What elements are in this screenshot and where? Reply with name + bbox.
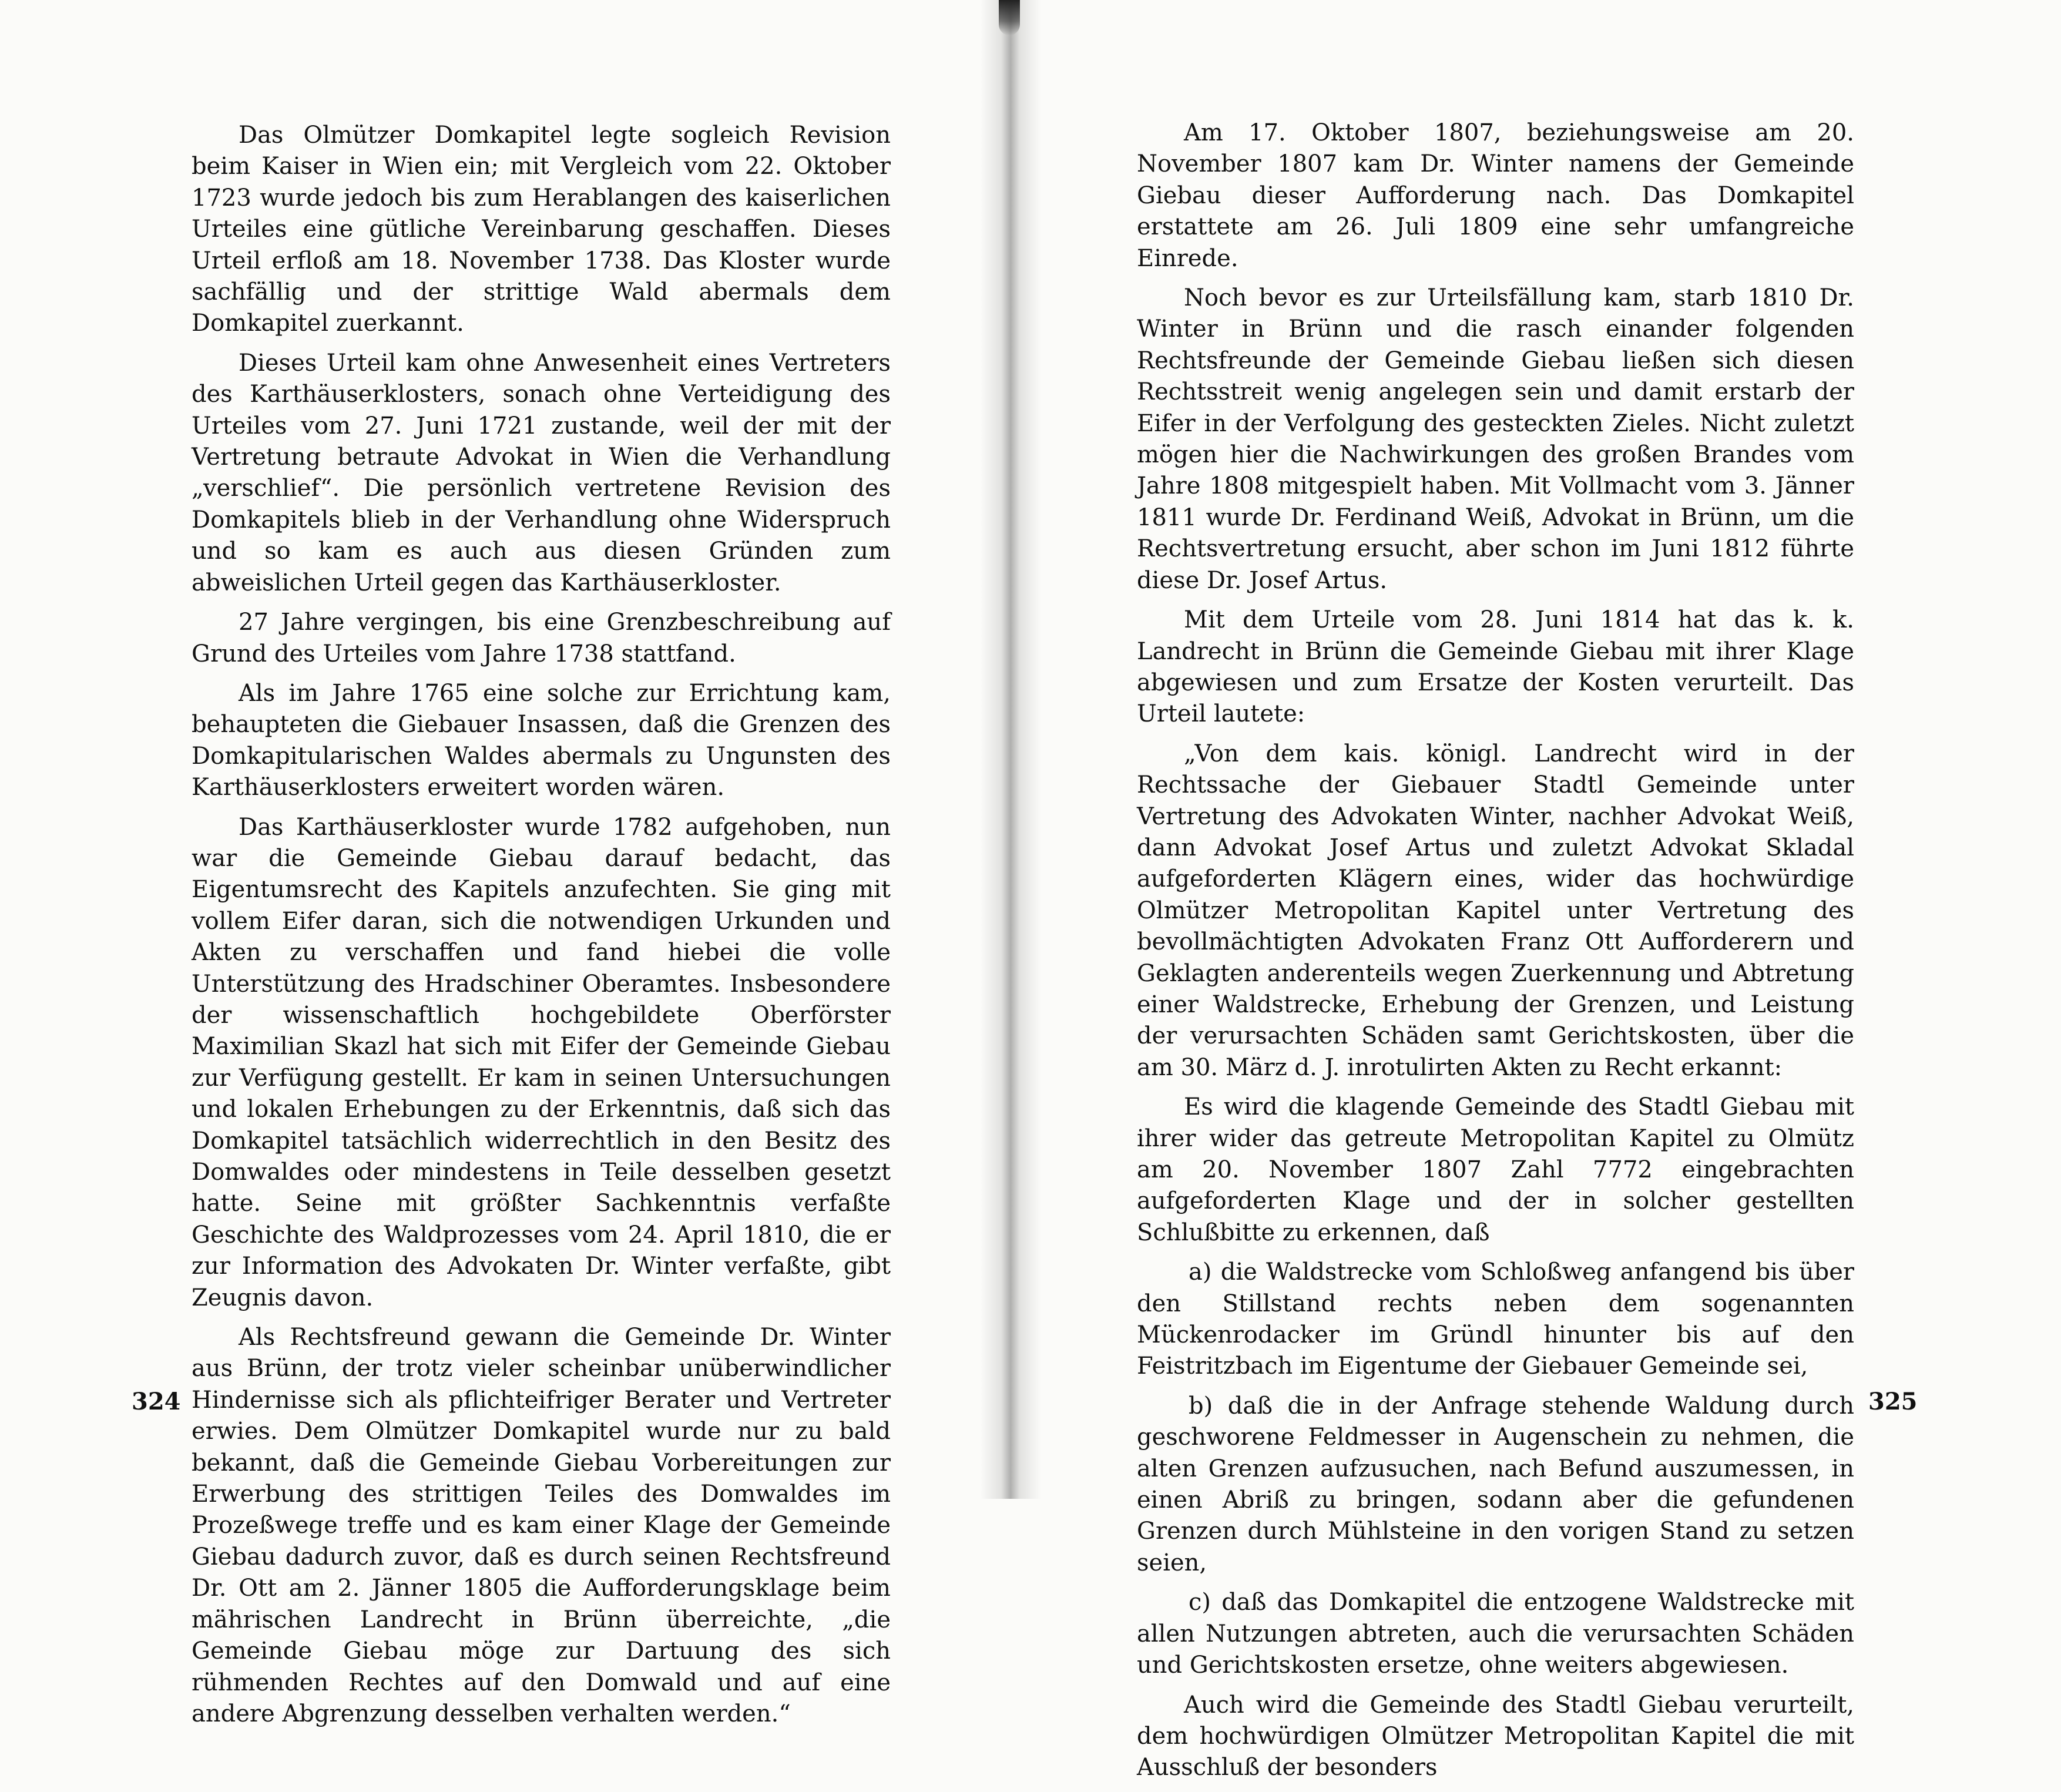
paragraph: Dieses Urteil kam ohne Anwesenheit eines Vertreters des Karthäuserklosters, sonach ohne Verteidigung des Urteiles vom 27. Juni 1721 zustande, weil der mit der Vertretung betraute Advokat in Wien die Verhandlung „verschlief“. Die persönlich vertretene Revision des Domkapitels blieb in der Verhandlung ohne Widerspruch und so kam es auch aus diesen Gründen zum abweislichen Urteil gegen das Karthäuserkloster. xyxy=(192,349,891,596)
paragraph: Mit dem Urteile vom 28. Juni 1814 hat das k. k. Landrecht in Brünn die Gemeinde Giebau mit ihrer Klage abgewiesen und zum Ersatze der Kosten verurteilt. Das Urteil lautete: xyxy=(1137,606,1854,728)
quoted-paragraph: „Von dem kais. königl. Landrecht wird in der Rechtssache der Giebauer Stadtl Gemeinde unter Vertretung des Advokaten Winter, nachher Advokat Weiß, dann Advokat Josef Artus und zuletzt Advokat Skladal aufgeforderten Klägern eines, wider das hochwürdige Olmützer Metropolitan Kapitel unter Vertretung des bevollmächtigten Advokaten Franz Ott Aufforderern und Geklagten anderenteils wegen Zuerkennung und Abtretung einer Waldstrecke, Erhebung der Grenzen, und Leistung der verursachten Schäden samt Gerichtskosten, über die am 30. März d. J. inrotulirten Akten zu Recht erkannt: xyxy=(1137,740,1854,1081)
book-spine-mark xyxy=(999,0,1020,35)
page-number: 324 xyxy=(132,1388,181,1415)
paragraph: 27 Jahre vergingen, bis eine Grenzbeschreibung auf Grund des Urteiles vom Jahre 1738 stattfand. xyxy=(192,609,891,667)
paragraph: Auch wird die Gemeinde des Stadtl Giebau verurteilt, dem hochwürdigen Olmützer Metropolitan Kapitel die mit Ausschluß der besonders xyxy=(1137,1691,1854,1781)
list-item: c) daß das Domkapitel die entzogene Waldstrecke mit allen Nutzungen abtreten, auch die verursachten Schäden und Gerichtskosten ersetze, ohne weiters abgewiesen. xyxy=(1137,1589,1854,1679)
paragraph: Als Rechtsfreund gewann die Gemeinde Dr. Winter aus Brünn, der trotz vieler scheinbar unüberwindlicher Hindernisse sich als pflichteifriger Berater und Vertreter erwies. Dem Olmützer Domkapitel wurde nur zu bald bekannt, daß die Gemeinde Giebau Vorbereitungen zur Erwerbung des strittigen Teiles des Domwaldes im Prozeßwege treffe und es kam einer Klage der Gemeinde Giebau dadurch zuvor, daß es durch seinen Rechtsfreund Dr. Ott am 2. Jänner 1805 die Aufforderungsklage beim mährischen Landrecht in Brünn überreichte, „die Gemeinde Giebau möge zur Dartuung des sich rühmenden Rechtes auf den Domwald und auf eine andere Abgrenzung desselben verhalten werden.“ xyxy=(192,1324,891,1727)
right-page xyxy=(1011,0,2061,1781)
paragraph: Noch bevor es zur Urteilsfällung kam, starb 1810 Dr. Winter in Brünn und die rasch einander folgenden Rechtsfreunde der Gemeinde Giebau ließen sich diesen Rechtsstreit wenig angelegen sein und damit erstarb der Eifer in der Verfolgung des gesteckten Zieles. Nicht zuletzt mögen hier die Nachwirkungen des großen Brandes vom Jahre 1808 mitgespielt haben. Mit Vollmacht vom 3. Jänner 1811 wurde Dr. Ferdinand Weiß, Advokat in Brünn, um die Rechtsvertretung ersucht, aber schon im Juni 1812 führte diese Dr. Josef Artus. xyxy=(1137,284,1854,594)
right-page-text xyxy=(1137,118,1854,1792)
paragraph: Am 17. Oktober 1807, beziehungsweise am 20. November 1807 kam Dr. Winter namens der Gemeinde Giebau dieser Aufforderung nach. Das Domkapitel erstattete am 26. Juli 1809 eine sehr umfangreiche Einrede. xyxy=(1137,119,1854,272)
list-item: b) daß die in der Anfrage stehende Waldung durch geschworene Feldmesser in Augenschein zu nehmen, die alten Grenzen aufzusuchen, nach Befund auszumessen, in einen Abriß zu bringen, sodann aber die gefundenen Grenzen durch Mühlsteine in den vorigen Stand zu setzen seien, xyxy=(1137,1392,1854,1576)
page-number: 325 xyxy=(1868,1388,1918,1415)
left-page-text xyxy=(192,120,891,1738)
quoted-paragraph: Es wird die klagende Gemeinde des Stadtl Giebau mit ihrer wider das getreute Metropolitan Kapitel zu Olmütz am 20. November 1807 Zahl 7772 eingebrachten aufgeforderten Klage und der in solcher gestellten Schlußbitte zu erkennen, daß xyxy=(1137,1093,1854,1246)
paragraph: Als im Jahre 1765 eine solche zur Errichtung kam, behaupteten die Giebauer Insassen, daß die Grenzen des Domkapitularischen Waldes abermals zu Ungunsten des Karthäuserklosters erweitert worden wären. xyxy=(192,679,891,801)
book-gutter-shadow xyxy=(980,0,1041,1499)
paragraph: Das Karthäuserkloster wurde 1782 aufgehoben, nun war die Gemeinde Giebau darauf bedacht, das Eigentumsrecht des Kapitels anzufechten. Sie ging mit vollem Eifer daran, sich die notwendigen Urkunden und Akten zu verschaffen und fand hiebei die volle Unterstützung des Hradschiner Oberamtes. Insbesondere der wissenschaftlich hochgebildete Oberförster Maximilian Skazl hat sich mit Eifer der Gemeinde Giebau zur Verfügung gestellt. Er kam in seinen Untersuchungen und lokalen Erhebungen zu der Erkenntnis, daß sich das Domkapitel tatsächlich widerrechtlich in den Besitz des Domwaldes oder mindestens in Teile desselben gesetzt hatte. Seine mit größter Sachkenntnis verfaßte Geschichte des Waldprozesses vom 24. April 1810, die er zur Information des Advokaten Dr. Winter verfaßte, gibt Zeugnis davon. xyxy=(192,813,891,1311)
left-page xyxy=(0,0,1011,1727)
paragraph: Das Olmützer Domkapitel legte sogleich Revision beim Kaiser in Wien ein; mit Vergleich vom 22. Oktober 1723 wurde jedoch bis zum Herablangen des kaiserlichen Urteiles eine gütliche Vereinbarung geschaffen. Dieses Urteil erfloß am 18. November 1738. Das Kloster wurde sachfällig und der strittige Wald abermals dem Domkapitel zuerkannt. xyxy=(192,122,891,337)
list-item: a) die Waldstrecke vom Schloßweg anfangend bis über den Stillstand rechts neben dem sogenannten Mückenrodacker im Gründl hinunter bis auf den Feistritzbach im Eigentume der Giebauer Gemeinde sei, xyxy=(1137,1259,1854,1380)
